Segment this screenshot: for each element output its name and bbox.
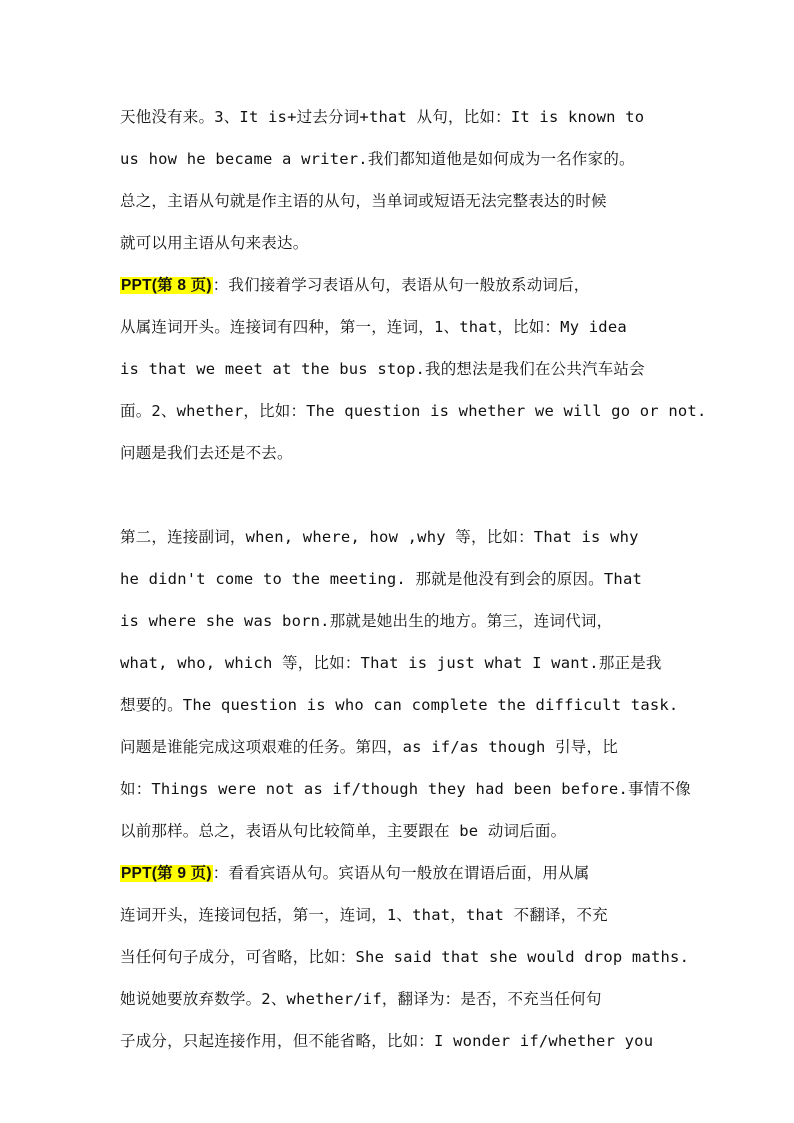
text-line: 她说她要放弃数学。2、whether/if，翻译为：是否，不充当任何句 bbox=[120, 990, 602, 1008]
text-line: 连词开头，连接词包括，第一，连词，1、that，that 不翻译，不充 bbox=[120, 906, 608, 924]
text-line: 天他没有来。3、It is+过去分词+that 从句，比如：It is known to bbox=[120, 108, 645, 126]
text-line: 以前那样。总之，表语从句比较简单，主要跟在 be 动词后面。 bbox=[120, 822, 567, 840]
text-line: is where she was born.那就是她出生的地方。第三，连词代词， bbox=[120, 612, 613, 630]
text-line: 问题是谁能完成这项艰难的任务。第四，as if/as though 引导，比 bbox=[120, 738, 618, 756]
ppt-page-8-label: PPT(第 8 页) bbox=[121, 277, 212, 294]
text-line: 就可以用主语从句来表达。 bbox=[120, 234, 309, 252]
text-line: 如：Things were not as if/though they had been before.事情不像 bbox=[120, 780, 691, 798]
ppt-page-9-line bbox=[120, 852, 680, 894]
text-line: 第二，连接副词，when, where, how ,why 等，比如：That is why bbox=[120, 528, 639, 546]
document-body bbox=[120, 96, 707, 1062]
text-line: 问题是我们去还是不去。 bbox=[120, 444, 293, 462]
text-line: 当任何句子成分，可省略，比如：She said that she would drop maths. bbox=[120, 948, 690, 966]
text-line: us how he became a writer.我们都知道他是如何成为一名作家的。 bbox=[120, 150, 635, 168]
text-line: 总之，主语从句就是作主语的从句，当单词或短语无法完整表达的时候 bbox=[120, 192, 607, 210]
text-line: 面。2、whether，比如：The question is whether we will go or not. bbox=[120, 402, 707, 420]
ppt-page-9-label: PPT(第 9 页) bbox=[121, 865, 212, 882]
ppt-page-8-line bbox=[120, 264, 680, 306]
ppt-page-8-intro: ：我们接着学习表语从句，表语从句一般放系动词后， bbox=[212, 276, 590, 294]
text-line: is that we meet at the bus stop.我的想法是我们在公共汽车站会 bbox=[120, 360, 645, 378]
text-line: he didn't come to the meeting. 那就是他没有到会的原因。That bbox=[120, 570, 643, 588]
text-line: what, who, which 等，比如：That is just what I want.那正是我 bbox=[120, 654, 662, 672]
ppt-page-9-intro: ：看看宾语从句。宾语从句一般放在谓语后面，用从属 bbox=[212, 864, 590, 882]
text-line: 想要的。The question is who can complete the difficult task. bbox=[120, 696, 679, 714]
text-line: 子成分，只起连接作用，但不能省略，比如：I wonder if/whether you bbox=[120, 1032, 654, 1050]
paragraph-gap bbox=[120, 474, 680, 516]
text-line: 从属连词开头。连接词有四种，第一，连词，1、that，比如：My idea bbox=[120, 318, 627, 336]
